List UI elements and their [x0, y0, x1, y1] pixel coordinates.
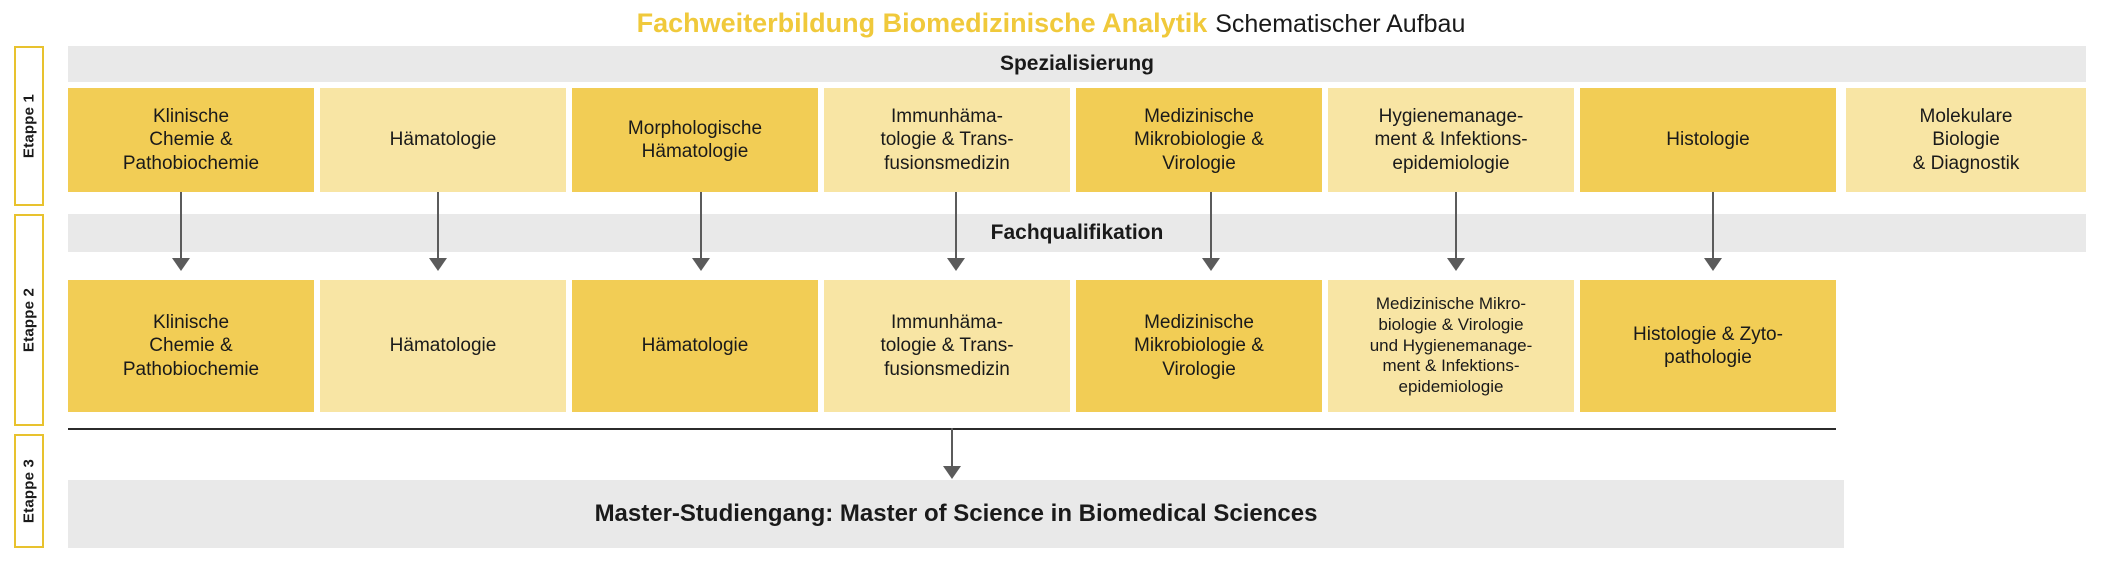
band-spezialisierung-label: Spezialisierung: [999, 52, 1155, 75]
connector-arrow-3: [692, 258, 710, 271]
fachqualifikation-box-7[interactable]: [1580, 280, 1836, 412]
connector-arrow-6: [1447, 258, 1465, 271]
page-title: [0, 8, 2102, 39]
box-label: Morphologische Hämatologie: [627, 117, 763, 162]
spezialisierung-box-5[interactable]: [1076, 88, 1322, 192]
connector-arrow-7: [1704, 258, 1722, 271]
page-title-main: Fachweiterbildung Biomedizinische Analytik: [636, 8, 1208, 38]
box-label: Molekulare Biologie & Diagnostik: [1912, 106, 2020, 174]
connector-line-2: [437, 192, 439, 260]
connector-arrow-2: [429, 258, 447, 271]
box-label: Hygienemanage- ment & Infektions- epidemiologie: [1374, 106, 1528, 174]
fachqualifikation-box-6[interactable]: [1328, 280, 1574, 412]
stage-label-text: Etappe 2: [20, 287, 38, 353]
connector-arrow-4: [947, 258, 965, 271]
stage-label-etappe-2: [14, 214, 44, 426]
connector-line-master: [951, 428, 953, 468]
box-label: Hämatologie: [641, 335, 749, 357]
box-label: Medizinische Mikro- biologie & Virologie und Hygienemanage- ment & Infektions- epidemiologie: [1369, 294, 1533, 397]
box-label: Immunhäma- tologie & Trans- fusionsmedizin: [880, 106, 1014, 174]
box-label: Histologie: [1666, 129, 1750, 151]
connector-line-5: [1210, 192, 1212, 260]
connector-line-6: [1455, 192, 1457, 260]
connector-line-4: [955, 192, 957, 260]
box-label: Hämatologie: [389, 335, 497, 357]
box-label: Histologie & Zyto- pathologie: [1633, 323, 1783, 368]
connector-arrow-1: [172, 258, 190, 271]
spezialisierung-box-1[interactable]: [68, 88, 314, 192]
box-label: Medizinische Mikrobiologie & Virologie: [1134, 312, 1264, 380]
connector-line-1: [180, 192, 182, 260]
stage-label-text: Etappe 3: [20, 458, 38, 524]
spezialisierung-box-6[interactable]: [1328, 88, 1574, 192]
band-fachqualifikation-label: Fachqualifikation: [990, 221, 1164, 244]
spezialisierung-box-2[interactable]: [320, 88, 566, 192]
connector-line-3: [700, 192, 702, 260]
fachqualifikation-box-3[interactable]: [572, 280, 818, 412]
box-label: Medizinische Mikrobiologie & Virologie: [1134, 106, 1264, 174]
box-label: Hämatologie: [389, 129, 497, 151]
box-label: Klinische Chemie & Pathobiochemie: [122, 312, 260, 380]
band-spezialisierung: [68, 46, 2086, 82]
band-master-label: Master-Studiengang: Master of Science in Biomedical Sciences: [594, 500, 1318, 527]
band-master: [68, 480, 1844, 548]
box-label: Immunhäma- tologie & Trans- fusionsmedizin: [880, 312, 1014, 380]
page-title-sub: Schematischer Aufbau: [1215, 10, 1466, 38]
fachqualifikation-box-2[interactable]: [320, 280, 566, 412]
band-fachqualifikation: [68, 214, 2086, 252]
fachqualifikation-box-1[interactable]: [68, 280, 314, 412]
stage-label-etappe-3: [14, 434, 44, 548]
stage-label-etappe-1: [14, 46, 44, 206]
spezialisierung-box-4[interactable]: [824, 88, 1070, 192]
fachqualifikation-box-4[interactable]: [824, 280, 1070, 412]
box-label: Klinische Chemie & Pathobiochemie: [122, 106, 260, 174]
spezialisierung-box-8[interactable]: [1846, 88, 2086, 192]
stage-label-text: Etappe 1: [20, 93, 38, 159]
connector-arrow-master: [943, 466, 961, 479]
connector-arrow-5: [1202, 258, 1220, 271]
spezialisierung-box-3[interactable]: [572, 88, 818, 192]
spezialisierung-box-7[interactable]: [1580, 88, 1836, 192]
connector-line-7: [1712, 192, 1714, 260]
fachqualifikation-box-5[interactable]: [1076, 280, 1322, 412]
